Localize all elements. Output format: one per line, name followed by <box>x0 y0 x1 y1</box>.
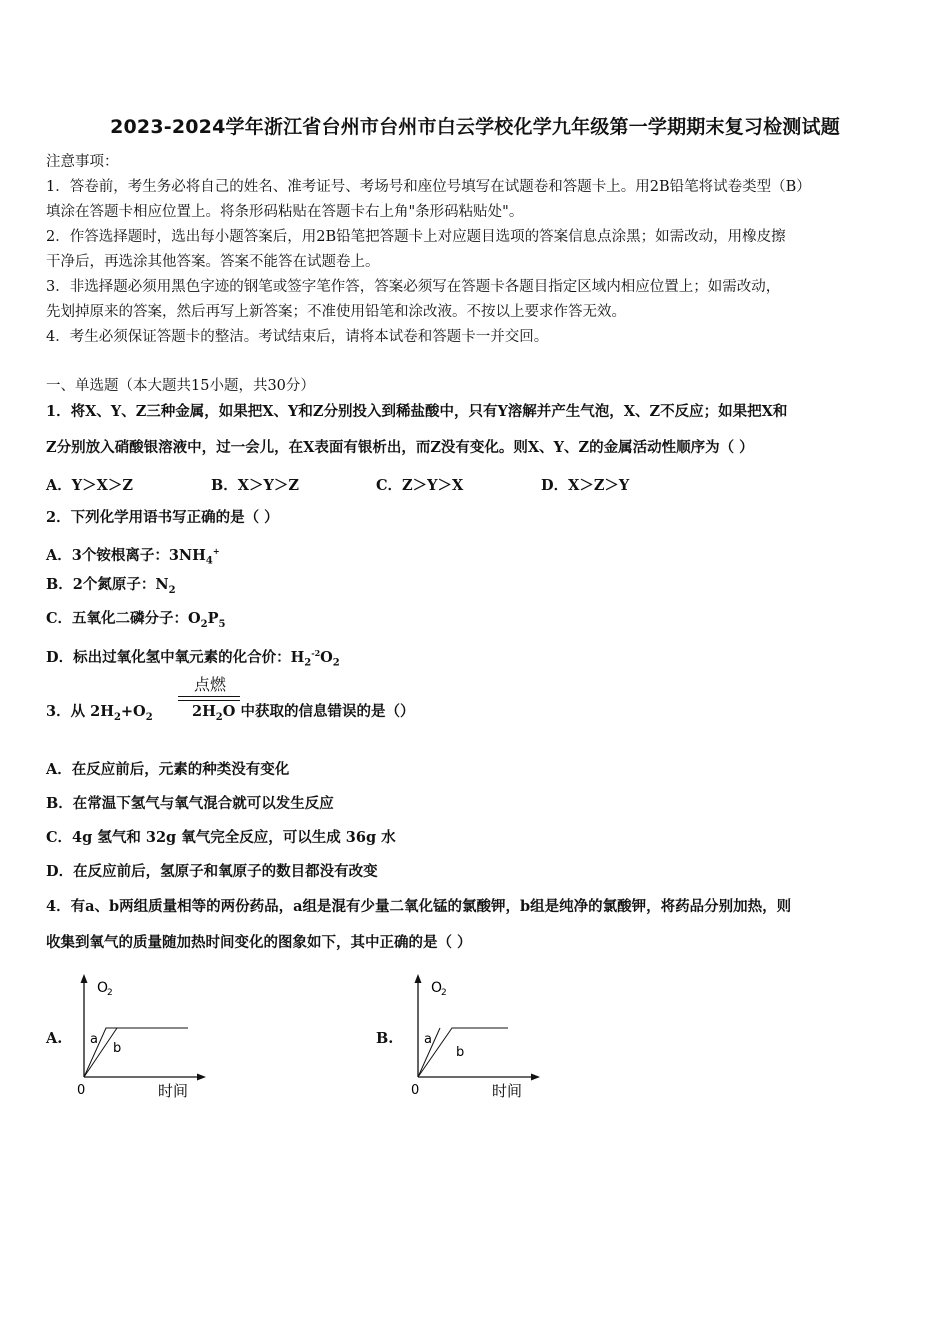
q3-right: 2H <box>192 703 216 720</box>
curve-a-label: a <box>90 1032 98 1047</box>
q3-left-plus: +O <box>120 703 146 720</box>
q1-option-b: B．X＞Y＞Z <box>211 477 299 494</box>
q2-option-b-sub: 2 <box>168 584 176 596</box>
q3-option-b: B．在常温下氢气与氧气混合就可以发生反应 <box>46 795 334 812</box>
notice-line: 先划掉原来的答案，然后再写上新答案；不准使用铅笔和涂改液。不按以上要求作答无效。 <box>46 304 626 320</box>
q4-graph-b <box>404 972 554 1107</box>
curve-b-label: b <box>456 1045 465 1060</box>
x-axis-arrow <box>197 1074 206 1081</box>
q3-option-a: A．在反应前后，元素的种类没有变化 <box>46 761 290 778</box>
q2-option-d-sub1: 2 <box>304 657 312 669</box>
y-axis-arrow <box>81 974 88 983</box>
origin-label: 0 <box>411 1083 420 1098</box>
page-title: 2023-2024学年浙江省台州市台州市白云学校化学九年级第一学期期末复习检测试题 <box>110 116 840 138</box>
q2-option-d-sub2: 2 <box>332 657 340 669</box>
notice-line: 3．非选择题必须用黑色字迹的钢笔或签字笔作答，答案必须写在答题卡各题目指定区域内相应位置上；如需改动， <box>46 279 781 295</box>
y-axis-label: O <box>431 980 443 996</box>
q2-stem: 2．下列化学用语书写正确的是（ ） <box>46 509 279 526</box>
q2-option-c-sub2: 5 <box>218 618 226 630</box>
q3-left-sub: 2 <box>113 711 121 723</box>
notice-line: 干净后，再选涂其他答案。答案不能答在试题卷上。 <box>46 254 380 270</box>
notice-heading: 注意事项： <box>46 154 119 170</box>
curve-b-label: b <box>113 1041 122 1056</box>
origin-label: 0 <box>77 1083 86 1098</box>
q3-stem-left <box>46 702 153 728</box>
y-axis-label: O <box>97 980 109 996</box>
q4-graph-a <box>70 972 220 1107</box>
q3-right-sub: 2 <box>215 711 223 723</box>
q3-right-rest: O 中获取的信息错误的是（） <box>222 703 415 720</box>
notice-line: 1．答卷前，考生务必将自己的姓名、准考证号、考场号和座位号填写在试题卷和答题卡上。用2B铅笔将试卷类型（B） <box>46 179 811 195</box>
q2-option-b <box>46 575 176 601</box>
q4-stem-line2: 收集到氧气的质量随加热时间变化的图象如下，其中正确的是（ ） <box>46 934 472 951</box>
section-heading: 一、单选题（本大题共15小题，共30分） <box>46 378 315 394</box>
q2-option-c-mid: P <box>207 610 219 627</box>
q2-option-c <box>46 609 226 635</box>
q4-option-b-label: B. <box>376 1030 394 1047</box>
q1-stem-line2: Z分别放入硝酸银溶液中，过一会儿，在X表面有银析出，而Z没有变化。则X、Y、Z的金属活动性顺序为（ ） <box>46 439 754 456</box>
y-axis-label-sub: 2 <box>107 988 113 998</box>
notice-line: 2．作答选择题时，选出每小题答案后，用2B铅笔把答题卡上对应题目选项的答案信息点涂黑；如需改动，用橡皮擦 <box>46 229 786 245</box>
q3-option-c: C．4g 氢气和 32g 氧气完全反应，可以生成 36g 水 <box>46 829 396 846</box>
y-axis-label-sub: 2 <box>441 988 447 998</box>
curve-a <box>84 1028 188 1077</box>
q3-equation <box>46 672 646 722</box>
q1-stem-line1: 1．将X、Y、Z三种金属，如果把X、Y和Z分别投入到稀盐酸中，只有Y溶解并产生气泡，X、Z不反应；如果把X和 <box>46 403 788 420</box>
q4-option-a-label: A. <box>46 1030 63 1047</box>
notice-line: 4．考生必须保证答题卡的整洁。考试结束后，请将本试卷和答题卡一并交回。 <box>46 329 549 345</box>
q2-option-a-sup: + <box>212 546 220 556</box>
q2-option-d-sup: -2 <box>311 648 321 658</box>
q1-option-d: D．X＞Z＞Y <box>541 477 630 494</box>
x-axis-label: 时间 <box>492 1082 523 1100</box>
q1-option-a: A．Y＞X＞Z <box>46 477 133 494</box>
x-axis-arrow <box>531 1074 540 1081</box>
q3-left: 3．从 2H <box>46 703 114 720</box>
q2-option-a <box>46 541 220 572</box>
q2-option-a-sub: 4 <box>205 555 213 567</box>
q2-option-d-mid: O <box>320 648 333 666</box>
q2-option-a-text: A．3个铵根离子：3NH <box>46 546 206 564</box>
notice-line: 填涂在答题卡相应位置上。将条形码粘贴在答题卡右上角"条形码粘贴处"。 <box>46 204 524 220</box>
x-axis-label: 时间 <box>158 1082 189 1100</box>
equation-bar <box>178 696 240 697</box>
q2-option-b-text: B．2个氮原子：N <box>46 576 169 593</box>
y-axis-arrow <box>415 974 422 983</box>
q3-stem-right <box>192 702 414 728</box>
q2-option-c-text: C．五氧化二磷分子：O <box>46 610 201 627</box>
q3-left-sub2: 2 <box>145 711 153 723</box>
q1-option-c: C．Z＞Y＞X <box>376 477 464 494</box>
curve-a-label: a <box>424 1032 432 1047</box>
q3-option-d: D．在反应前后，氢原子和氧原子的数目都没有改变 <box>46 863 378 880</box>
reaction-condition: 点燃 <box>193 675 226 694</box>
q2-option-d-text: D．标出过氧化氢中氧元素的化合价：H <box>46 648 305 666</box>
equation-bar <box>178 700 240 701</box>
q2-option-c-sub1: 2 <box>200 618 208 630</box>
q4-stem-line1: 4．有a、b两组质量相等的两份药品，a组是混有少量二氧化锰的氯酸钾，b组是纯净的氯酸钾，将药品分别加热，则 <box>46 898 792 915</box>
q2-option-d <box>46 643 340 674</box>
